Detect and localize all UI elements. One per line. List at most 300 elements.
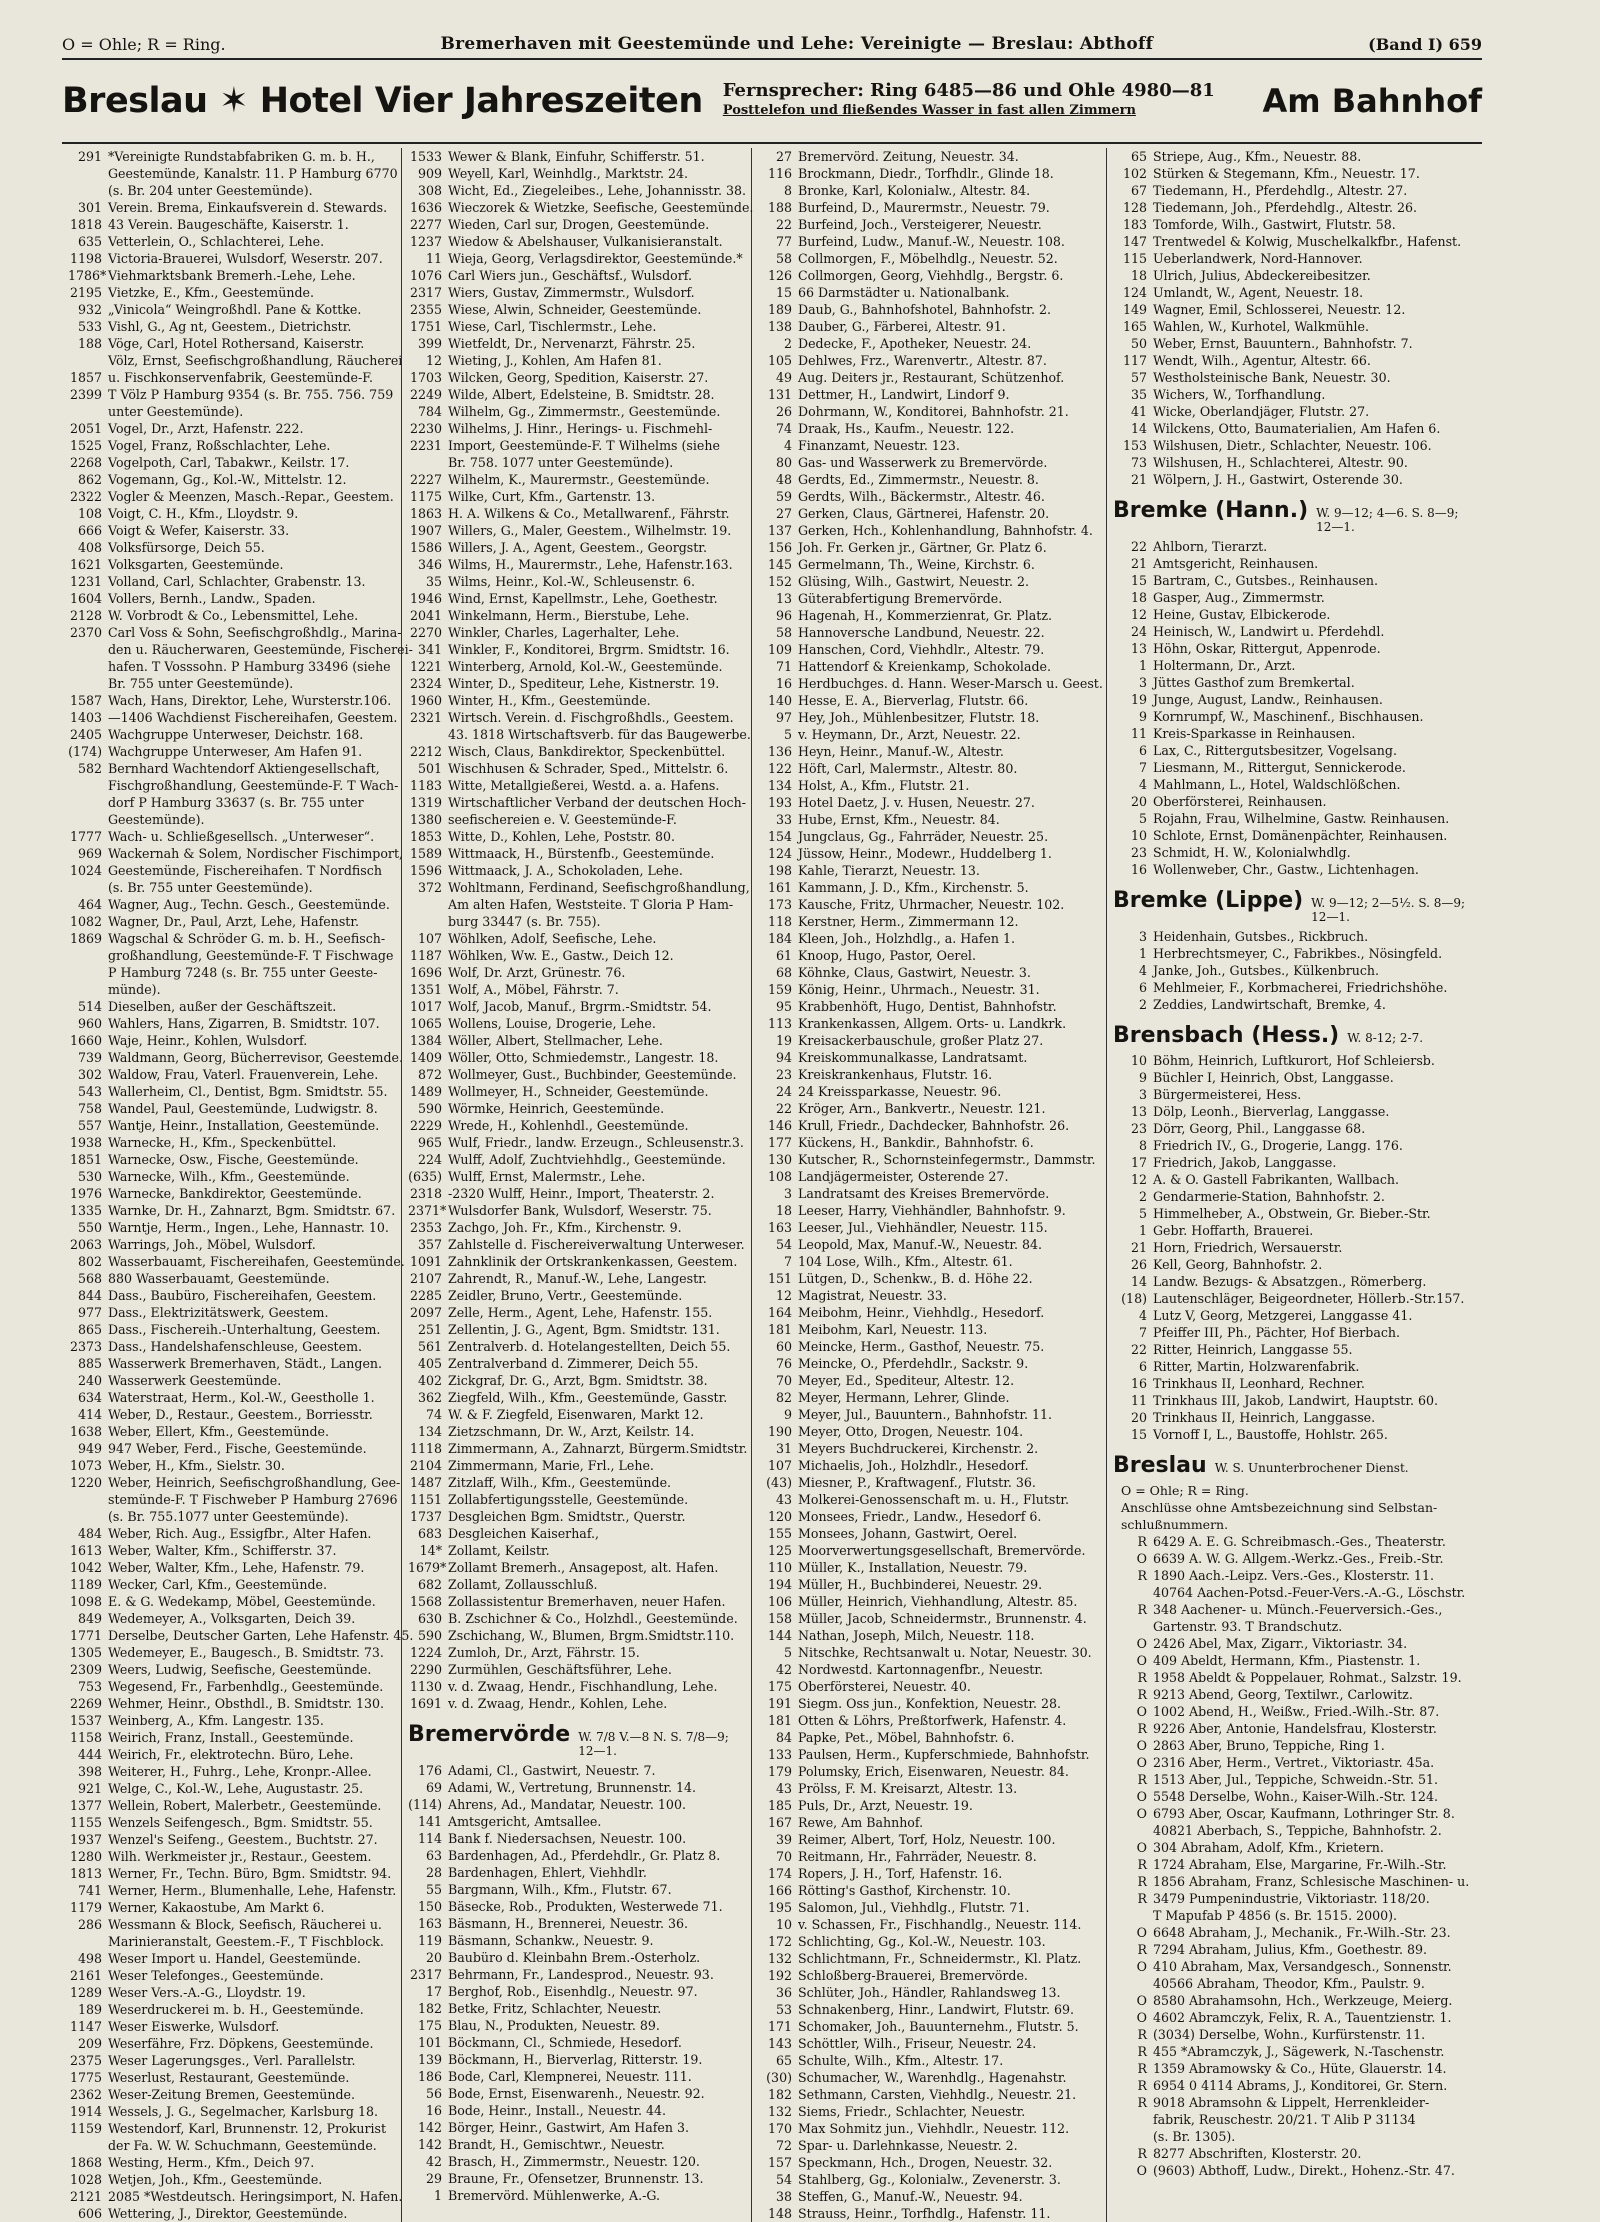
directory-entry — [408, 386, 745, 403]
phone-number: 1869 — [69, 931, 102, 946]
directory-entry — [408, 998, 745, 1015]
directory-entry — [1113, 793, 1476, 810]
phone-number: 22 — [775, 1101, 792, 1116]
phone-number: 1857 — [69, 370, 102, 385]
entry-text: Weser Vers.-A.-G., Lloydstr. 19. — [108, 1985, 306, 2000]
entry-text: Wittmaack, J. A., Schokoladen, Lehe. — [448, 863, 683, 878]
entry-text: Wieja, Georg, Verlagsdirektor, Geestemünde.* — [448, 251, 743, 266]
entry-text: Ritter, Heinrich, Langgasse 55. — [1153, 1342, 1353, 1357]
phone-number: 1147 — [69, 2019, 102, 2034]
directory-entry — [68, 1593, 395, 1610]
phone-number: 140 — [767, 693, 792, 708]
directory-entry — [758, 828, 1100, 845]
entry-text: Zollabfertigungsstelle, Geestemünde. — [448, 1492, 689, 1507]
directory-entry — [758, 1236, 1100, 1253]
directory-entry — [68, 1627, 414, 1644]
phone-number: 71 — [775, 659, 792, 674]
directory-entry — [408, 1423, 745, 1440]
directory-entry — [758, 1797, 1100, 1814]
entry-text: Warnecke, Wilh., Kfm., Geestemünde. — [108, 1169, 350, 1184]
entry-text: Germelmann, Th., Weine, Kirchstr. 6. — [798, 557, 1035, 572]
entry-text: Zelle, Herm., Agent, Lehe, Hafenstr. 155. — [448, 1305, 713, 1320]
directory-entry — [758, 148, 1100, 165]
phone-number — [68, 641, 108, 658]
entry-text: Gerken, Hch., Kohlenhandlung, Bahnhofstr. 4. — [798, 523, 1093, 538]
directory-entry — [1113, 1703, 1476, 1720]
directory-entry — [758, 386, 1100, 403]
phone-number: 163 — [767, 1220, 792, 1235]
phone-number: O — [1136, 1755, 1147, 1770]
phone-number: 1403 — [69, 710, 102, 725]
entry-text: Wiese, Alwin, Schneider, Geestemünde. — [448, 302, 702, 317]
phone-number: 1224 — [409, 1645, 442, 1660]
directory-entry — [408, 471, 745, 488]
entry-text: 6429 A. E. G. Schreibmasch.-Ges., Theaterstr. — [1153, 1534, 1446, 1549]
entry-text: Wittmaack, H., Bürstenfb., Geestemünde. — [448, 846, 715, 861]
phone-number: 862 — [77, 472, 102, 487]
hotel-advertisement — [62, 58, 1482, 144]
directory-entry — [758, 998, 1100, 1015]
entry-text: -2320 Wulff, Heinr., Import, Theaterstr. 2. — [448, 1186, 715, 1201]
phone-number: R — [1137, 1772, 1147, 1787]
entry-text: 3479 Pumpenindustrie, Viktoriastr. 118/20. — [1153, 1891, 1430, 1906]
phone-number: 65 — [1130, 149, 1147, 164]
directory-entry — [1113, 284, 1476, 301]
directory-entry — [68, 1202, 395, 1219]
directory-entry — [1113, 996, 1476, 1013]
entry-text: Wulff, Ernst, Malermstr., Lehe. — [448, 1169, 646, 1184]
phone-number: 144 — [767, 1628, 792, 1643]
directory-entry — [1113, 2094, 1476, 2111]
directory-entry — [68, 760, 395, 777]
directory-entry — [758, 658, 1100, 675]
entry-text: Weserlust, Restaurant, Geestemünde. — [108, 2070, 350, 2085]
directory-entry — [68, 964, 395, 981]
phone-number: 402 — [417, 1373, 442, 1388]
directory-entry — [758, 1950, 1100, 1967]
directory-entry — [758, 1882, 1100, 1899]
phone-number: 1786* — [68, 268, 107, 283]
phone-number: 6 — [1138, 1359, 1147, 1374]
phone-number: 18 — [775, 1203, 792, 1218]
entry-text: dorf P Hamburg 33637 (s. Br. 755 unter — [108, 795, 364, 810]
entry-text: Monsees, Friedr., Landw., Hesedorf 6. — [798, 1509, 1042, 1524]
phone-number: 2370 — [69, 625, 102, 640]
directory-entry — [68, 1576, 395, 1593]
entry-text: Wahlers, Hans, Zigarren, B. Smidtstr. 107. — [108, 1016, 380, 1031]
phone-number: 1198 — [69, 251, 102, 266]
entry-text: Zahlstelle d. Fischereiverwaltung Unterweser. — [448, 1237, 745, 1252]
phone-number: 176 — [417, 1763, 442, 1778]
directory-entry — [408, 284, 745, 301]
phone-number: 1525 — [69, 438, 102, 453]
phone-number: 301 — [77, 200, 102, 215]
entry-text: Jungclaus, Gg., Fahrräder, Neuestr. 25. — [798, 829, 1049, 844]
entry-text: Schumacher, W., Warenhdlg., Hagenahstr. — [798, 2070, 1067, 2085]
directory-entry — [68, 216, 395, 233]
town-section-heading — [1113, 1453, 1476, 1478]
directory-entry — [68, 352, 403, 369]
directory-entry — [408, 1864, 745, 1881]
phone-number: 341 — [417, 642, 442, 657]
entry-text: Müller, Jacob, Schneidermstr., Brunnenstr. 4. — [798, 1611, 1087, 1626]
directory-entry — [408, 1066, 745, 1083]
directory-entry — [408, 590, 745, 607]
entry-text: Bartram, C., Gutsbes., Reinhausen. — [1153, 573, 1379, 588]
directory-entry — [408, 862, 745, 879]
phone-number: 145 — [767, 557, 792, 572]
entry-text: Striepe, Aug., Kfm., Neuestr. 88. — [1153, 149, 1362, 164]
directory-entry — [1113, 2043, 1476, 2060]
phone-number: 209 — [77, 2036, 102, 2051]
entry-text: 7294 Abraham, Julius, Kfm., Goethestr. 89. — [1153, 1942, 1428, 1957]
phone-number: 1 — [433, 2188, 442, 2203]
directory-entry — [1113, 216, 1476, 233]
entry-text: Oberförsterei, Neuestr. 40. — [798, 1679, 971, 1694]
entry-text: 43 Verein. Baugeschäfte, Kaiserstr. 1. — [108, 217, 349, 232]
phone-number — [68, 811, 108, 828]
directory-entry — [1113, 386, 1476, 403]
directory-entry — [68, 1100, 395, 1117]
phone-number: 1613 — [69, 1543, 102, 1558]
entry-text: Voigt & Wefer, Kaiserstr. 33. — [108, 523, 290, 538]
directory-entry — [758, 301, 1100, 318]
directory-entry — [758, 777, 1100, 794]
directory-entry — [758, 1865, 1100, 1882]
directory-entry — [758, 2171, 1100, 2188]
directory-entry — [1113, 691, 1476, 708]
entry-text: Wilh. Werkmeister jr., Restaur., Geestem. — [108, 1849, 372, 1864]
entry-text: Wendt, Wilh., Agentur, Altestr. 66. — [1153, 353, 1371, 368]
phone-number: 12 — [1130, 607, 1147, 622]
entry-text: Wessmann & Block, Seefisch, Räucherei u. — [108, 1917, 382, 1932]
entry-text: Güterabfertigung Bremervörde. — [798, 591, 1003, 606]
section-note: O = Ohle; R = Ring. — [1121, 1483, 1249, 1498]
phone-number: 683 — [417, 1526, 442, 1541]
phone-number: 1660 — [69, 1033, 102, 1048]
directory-entry — [758, 1661, 1100, 1678]
entry-text: Wallerheim, Cl., Dentist, Bgm. Smidtstr. 55. — [108, 1084, 388, 1099]
directory-entry — [1113, 1273, 1476, 1290]
directory-entry — [408, 760, 745, 777]
directory-entry — [408, 1491, 745, 1508]
phone-number: 1537 — [69, 1713, 102, 1728]
phone-number: 181 — [767, 1713, 792, 1728]
phone-number: (18) — [1121, 1291, 1147, 1306]
entry-text: Adami, W., Vertretung, Brunnenstr. 14. — [448, 1780, 697, 1795]
directory-entry — [1113, 1086, 1476, 1103]
phone-number: 102 — [1122, 166, 1147, 181]
directory-entry — [68, 1644, 395, 1661]
entry-text: Dass., Baubüro, Fischereihafen, Geestem. — [108, 1288, 377, 1303]
phone-number: 1568 — [409, 1594, 442, 1609]
directory-entry — [68, 1066, 395, 1083]
phone-number — [68, 1508, 108, 1525]
directory-entry — [408, 573, 745, 590]
phone-number: 2230 — [409, 421, 442, 436]
entry-text: Reitmann, Hr., Fahrräder, Neuestr. 8. — [798, 1849, 1037, 1864]
phone-number: 20 — [1130, 794, 1147, 809]
entry-text: Br. 755 unter Geestemünde). — [108, 676, 294, 691]
entry-text: Winkler, Charles, Lagerhalter, Lehe. — [448, 625, 680, 640]
directory-entry — [408, 607, 745, 624]
service-hours: W. 8-12; 2-7. — [1347, 1031, 1424, 1045]
phone-number: 149 — [1122, 302, 1147, 317]
entry-text: Weers, Ludwig, Seefische, Geestemünde. — [108, 1662, 372, 1677]
phone-number: 1179 — [69, 1900, 102, 1915]
directory-entry — [758, 1916, 1100, 1933]
directory-entry — [408, 692, 745, 709]
directory-entry — [758, 1899, 1100, 1916]
phone-number: 148 — [767, 2206, 792, 2221]
directory-entry — [68, 862, 395, 879]
running-header — [62, 24, 1482, 54]
phone-number — [408, 896, 448, 913]
phone-number: 2322 — [69, 489, 102, 504]
directory-entry — [758, 1355, 1100, 1372]
phone-number: 240 — [77, 1373, 102, 1388]
entry-text: Tiedemann, Joh., Pferdehdlg., Altestr. 26. — [1153, 200, 1418, 215]
directory-entry — [408, 811, 745, 828]
entry-text: Warnecke, H., Kfm., Speckenbüttel. — [108, 1135, 337, 1150]
phone-number: 1946 — [409, 591, 442, 606]
entry-text: Blau, N., Produkten, Neuestr. 89. — [448, 2018, 660, 2033]
entry-text: Westendorf, Karl, Brunnenstr. 12, Prokurist — [108, 2121, 387, 2136]
directory-entry — [408, 1949, 745, 1966]
entry-text: Zitzlaff, Wilh., Kfm., Geestemünde. — [448, 1475, 672, 1490]
entry-text: 880 Wasserbauamt, Geestemünde. — [108, 1271, 330, 1286]
phone-number: 3 — [1138, 1087, 1147, 1102]
directory-entry — [1113, 589, 1476, 606]
phone-number: 7 — [783, 1254, 792, 1269]
phone-number: 372 — [417, 880, 442, 895]
directory-entry — [408, 1083, 745, 1100]
entry-text: 1890 Aach.-Leipz. Vers.-Ges., Klosterstr. 11. — [1153, 1568, 1434, 1583]
entry-text: Wenzel's Seifeng., Geestem., Buchtstr. 27. — [108, 1832, 378, 1847]
phone-number: 184 — [767, 931, 792, 946]
entry-text: Glüsing, Wilh., Gastwirt, Neuestr. 2. — [798, 574, 1029, 589]
phone-number: 109 — [767, 642, 792, 657]
phone-number: 128 — [1122, 200, 1147, 215]
directory-entry — [758, 335, 1100, 352]
entry-text: Dedecke, F., Apotheker, Neuestr. 24. — [798, 336, 1032, 351]
entry-text: Knoop, Hugo, Pastor, Oerel. — [798, 948, 976, 963]
entry-text: Draak, Hs., Kaufm., Neuestr. 122. — [798, 421, 1015, 436]
entry-text: v. Schassen, Fr., Fischhandlg., Neuestr. 114. — [798, 1917, 1082, 1932]
entry-text: Weber, Walter, Kfm., Schifferstr. 37. — [108, 1543, 337, 1558]
directory-entry — [408, 2085, 745, 2102]
phone-number: 164 — [767, 1305, 792, 1320]
directory-entry — [758, 1304, 1100, 1321]
phone-number: 14 — [1130, 1274, 1147, 1289]
entry-text: Waterstraat, Herm., Kol.-W., Geestholle 1. — [108, 1390, 375, 1405]
phone-number: 36 — [775, 1985, 792, 2000]
directory-entry — [408, 420, 745, 437]
directory-entry — [68, 879, 395, 896]
phone-number: 932 — [77, 302, 102, 317]
phone-number: 2324 — [409, 676, 442, 691]
town-name: Bremke (Lippe) — [1113, 888, 1304, 913]
directory-entry — [68, 2035, 395, 2052]
section-note: Anschlüsse ohne Amtsbezeichnung sind Selbstan-schlußnummern. — [1121, 1500, 1438, 1532]
directory-entry — [68, 726, 395, 743]
phone-number: 2270 — [409, 625, 442, 640]
entry-text: Wiedow & Abelshauser, Vulkanisieranstalt. — [448, 234, 723, 249]
directory-entry — [1113, 1924, 1476, 1941]
entry-text: Landw. Bezugs- & Absatzgen., Römerberg. — [1153, 1274, 1427, 1289]
directory-entry — [408, 947, 745, 964]
phone-number: 181 — [767, 1322, 792, 1337]
directory-entry — [758, 2018, 1100, 2035]
directory-entry — [68, 1746, 395, 1763]
ad-location: Am Bahnhof — [1262, 82, 1482, 120]
directory-entry — [1113, 335, 1476, 352]
entry-text: Friedrich, Jakob, Langgasse. — [1153, 1155, 1337, 1170]
entry-text: Vietzke, E., Kfm., Geestemünde. — [108, 285, 314, 300]
phone-number: 59 — [775, 489, 792, 504]
entry-text: Zurmühlen, Geschäftsführer, Lehe. — [448, 1662, 672, 1677]
entry-text: Böckmann, H., Bierverlag, Ritterstr. 19. — [448, 2052, 703, 2067]
entry-text: Dörr, Georg, Phil., Langgasse 68. — [1153, 1121, 1366, 1136]
entry-text: Trinkhaus III, Jakob, Landwirt, Hauptstr. 60. — [1153, 1393, 1439, 1408]
directory-entry — [1113, 1171, 1476, 1188]
directory-entry — [758, 1644, 1100, 1661]
phone-number: 501 — [417, 761, 442, 776]
directory-entry — [408, 1644, 745, 1661]
phone-number: (43) — [766, 1475, 792, 1490]
phone-number: 95 — [775, 999, 792, 1014]
directory-entry — [1113, 1788, 1476, 1805]
phone-number: 2063 — [69, 1237, 102, 1252]
phone-number: 9 — [1138, 1070, 1147, 1085]
entry-text: Zickgraf, Dr. G., Arzt, Bgm. Smidtstr. 38. — [448, 1373, 708, 1388]
directory-entry — [68, 1440, 395, 1457]
directory-entry — [68, 2137, 395, 2154]
directory-entry — [408, 913, 745, 930]
directory-entry — [1113, 1307, 1476, 1324]
entry-text: Wilcken, Georg, Spedition, Kaiserstr. 27. — [448, 370, 709, 385]
directory-entry — [1113, 1358, 1476, 1375]
phone-number: 1960 — [409, 693, 442, 708]
directory-entry — [408, 1542, 745, 1559]
phone-number: 960 — [77, 1016, 102, 1031]
phone-number: 54 — [775, 1237, 792, 1252]
directory-entry — [758, 284, 1100, 301]
directory-entry — [68, 2154, 395, 2171]
directory-entry — [68, 930, 395, 947]
directory-entry — [408, 1372, 745, 1389]
phone-number: 158 — [767, 1611, 792, 1626]
phone-number: 557 — [77, 1118, 102, 1133]
entry-text: Schöttler, Wilh., Friseur, Neuestr. 24. — [798, 2036, 1037, 2051]
phone-number: 12 — [775, 1288, 792, 1303]
phone-number: 9 — [1138, 709, 1147, 724]
phone-number: 3 — [1138, 929, 1147, 944]
entry-text: Witte, D., Kohlen, Lehe, Poststr. 80. — [448, 829, 675, 844]
directory-entry — [68, 403, 395, 420]
entry-text: Am alten Hafen, Weststeite. T Gloria P Ham- — [448, 897, 734, 912]
phone-number: 1221 — [409, 659, 442, 674]
entry-text: Wilhelm, Gg., Zimmermstr., Geestemünde. — [448, 404, 721, 419]
directory-entry — [758, 1066, 1100, 1083]
entry-text: Wedemeyer, E., Baugesch., B. Smidtstr. 73. — [108, 1645, 384, 1660]
directory-entry — [1113, 267, 1476, 284]
directory-entry — [408, 641, 745, 658]
entry-text: T Mapufab P 4856 (s. Br. 1515. 2000). — [1153, 1908, 1398, 1923]
entry-text: Weber, Heinrich, Seefischgroßhandlung, Gee- — [108, 1475, 401, 1490]
phone-number: R — [1137, 2095, 1147, 2110]
entry-text: Viehmarktsbank Bremerh.-Lehe, Lehe. — [108, 268, 356, 283]
directory-entry — [408, 1355, 745, 1372]
phone-number: 21 — [1130, 556, 1147, 571]
entry-text: 9226 Aber, Antonie, Handelsfrau, Klosterstr. — [1153, 1721, 1437, 1736]
directory-entry — [68, 1678, 395, 1695]
phone-number: 157 — [767, 2155, 792, 2170]
directory-entry — [68, 1219, 395, 1236]
entry-text: Dass., Elektrizitätswerk, Geestem. — [108, 1305, 329, 1320]
phone-number: 185 — [767, 1798, 792, 1813]
phone-number: 1017 — [409, 999, 442, 1014]
phone-number: (114) — [408, 1797, 442, 1812]
entry-text: Dehlwes, Frz., Warenvertr., Altestr. 87. — [798, 353, 1047, 368]
directory-entry — [408, 845, 745, 862]
directory-entry — [408, 488, 745, 505]
directory-entry — [408, 896, 745, 913]
directory-entry — [408, 1627, 745, 1644]
entry-text: Voigt, C. H., Kfm., Lloydstr. 9. — [108, 506, 299, 521]
entry-text: 304 Abraham, Adolf, Kfm., Krietern. — [1153, 1840, 1384, 1855]
directory-entry — [408, 1253, 745, 1270]
directory-entry — [68, 1015, 395, 1032]
directory-entry — [68, 1287, 395, 1304]
phone-number: 5 — [783, 1645, 792, 1660]
entry-text: Wasserbauamt, Fischereihafen, Geestemünde. — [108, 1254, 405, 1269]
phone-number: 666 — [77, 523, 102, 538]
entry-text: Köhnke, Claus, Gastwirt, Neuestr. 3. — [798, 965, 1031, 980]
entry-text: Werner, Fr., Techn. Büro, Bgm. Smidtstr. 94. — [108, 1866, 392, 1881]
phone-number — [68, 1933, 108, 1950]
directory-entry — [758, 675, 1103, 692]
directory-entry — [408, 964, 745, 981]
directory-entry — [68, 1151, 395, 1168]
entry-text: Bäsmann, Schankw., Neuestr. 9. — [448, 1933, 654, 1948]
entry-text: Böhm, Heinrich, Luftkurort, Hof Schleiersb. — [1153, 1053, 1435, 1068]
entry-text: Wettering, J., Direktor, Geestemünde. — [108, 2206, 348, 2221]
entry-text: Weserdruckerei m. b. H., Geestemünde. — [108, 2002, 364, 2017]
entry-text: Hotel Daetz, J. v. Husen, Neuestr. 27. — [798, 795, 1035, 810]
entry-text: Puls, Dr., Arzt, Neuestr. 19. — [798, 1798, 973, 1813]
entry-text: Willers, G., Maler, Geestem., Wilhelmstr. 19. — [448, 523, 732, 538]
phone-number — [68, 947, 108, 964]
entry-text: Rewe, Am Bahnhof. — [798, 1815, 924, 1830]
entry-text: Bäsmann, H., Brennerei, Neuestr. 36. — [448, 1916, 689, 1931]
entry-text: Wachgruppe Unterweser, Deichstr. 168. — [108, 727, 364, 742]
directory-entry — [408, 1932, 745, 1949]
phone-number: 171 — [767, 2019, 792, 2034]
directory-entry — [1113, 1290, 1476, 1307]
directory-entry — [758, 1457, 1100, 1474]
directory-entry — [758, 1032, 1100, 1049]
phone-number: 42 — [425, 2154, 442, 2169]
phone-number: 634 — [77, 1390, 102, 1405]
entry-text: Polumsky, Erich, Eisenwaren, Neuestr. 84. — [798, 1764, 1069, 1779]
phone-number: O — [1136, 1840, 1147, 1855]
entry-text: Meincke, Herm., Gasthof, Neuestr. 75. — [798, 1339, 1045, 1354]
directory-entry — [758, 1185, 1100, 1202]
directory-entry — [1113, 250, 1476, 267]
entry-text: Hattendorf & Kreienkamp, Schokolade. — [798, 659, 1051, 674]
directory-entry — [408, 1898, 745, 1915]
